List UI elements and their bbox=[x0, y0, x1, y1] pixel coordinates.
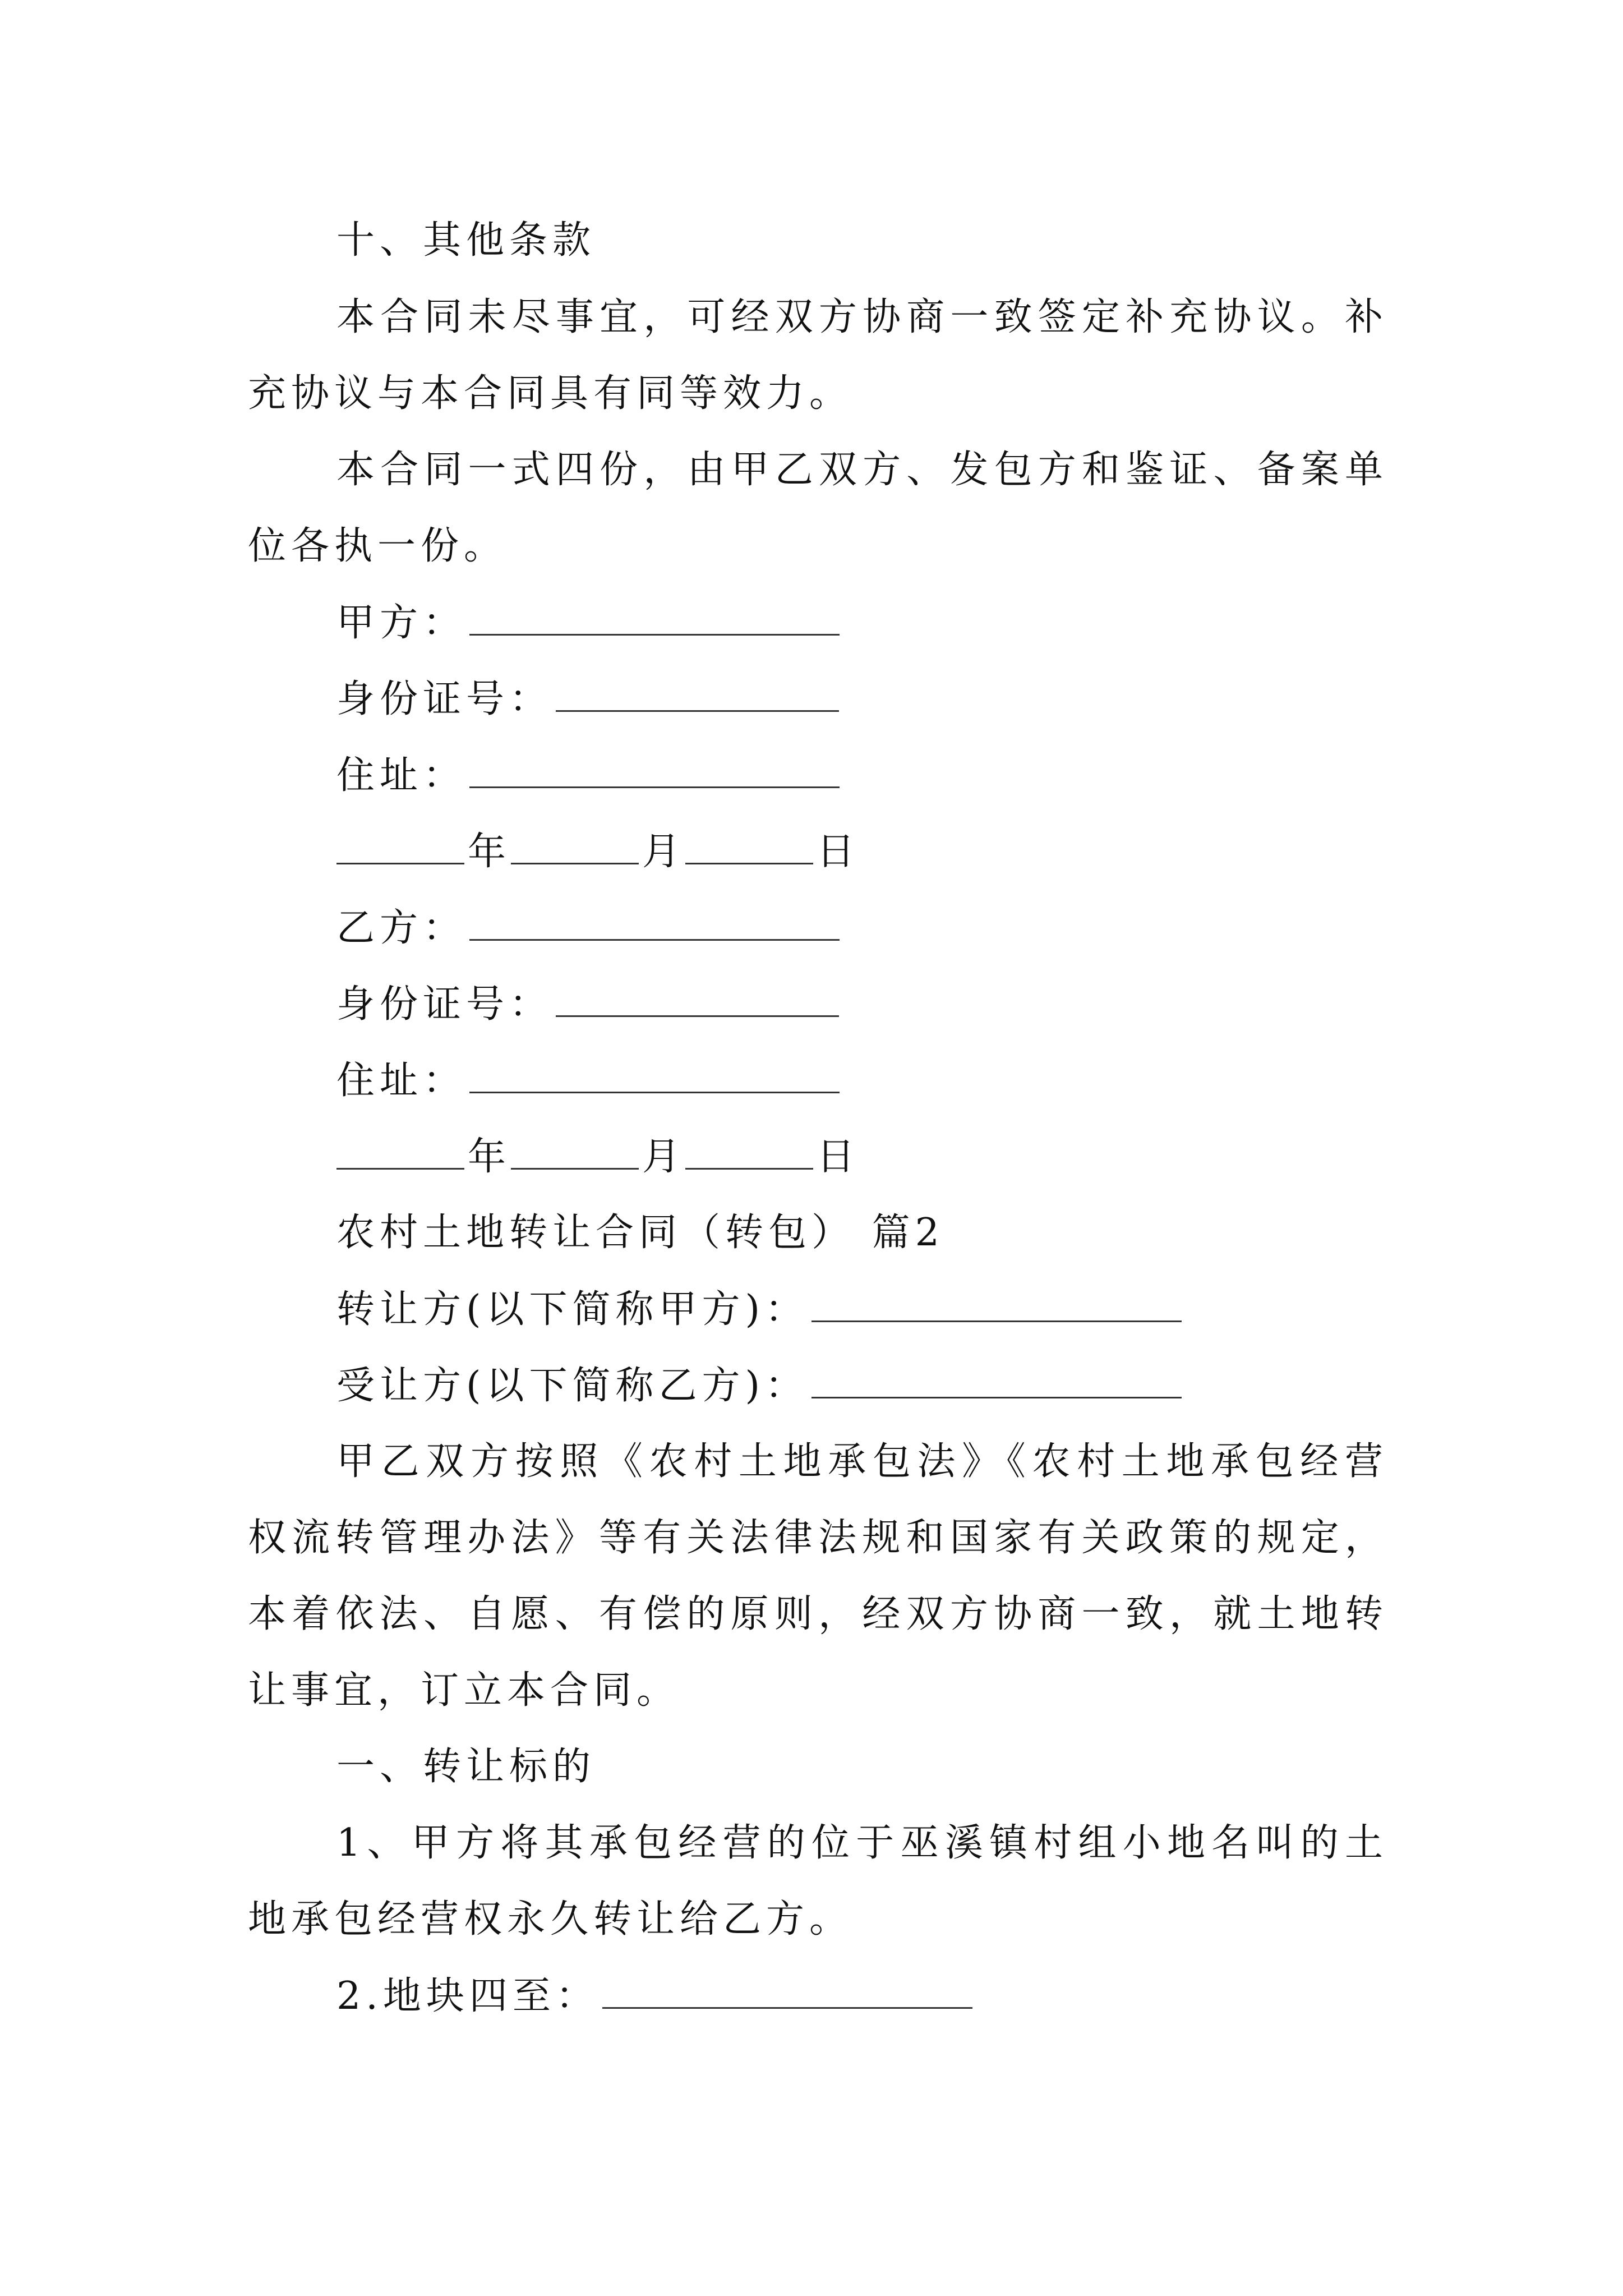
party-b-blank bbox=[469, 909, 840, 941]
section-heading-other-terms: 十、其他条款 bbox=[336, 218, 596, 263]
paragraph-line: 地承包经营权永久转让给乙方。 bbox=[248, 1897, 853, 1941]
year-blank bbox=[336, 832, 464, 864]
paragraph-line: 本合同未尽事宜，可经双方协商一致签定补充协议。补 bbox=[336, 295, 1383, 339]
transferee-field: 受让方(以下简称乙方)： bbox=[336, 1366, 1182, 1405]
party-b-id-blank bbox=[556, 985, 839, 1017]
party-b-date: 年 月 日 bbox=[336, 1138, 860, 1176]
party-a-field: 甲方： bbox=[336, 604, 840, 642]
paragraph-line: 位各执一份。 bbox=[248, 524, 508, 568]
party-b-address-field: 住址： bbox=[336, 1061, 840, 1100]
transferor-blank bbox=[811, 1290, 1182, 1322]
transferor-field: 转让方(以下简称甲方)： bbox=[336, 1290, 1182, 1329]
contract-title-2: 农村土地转让合同（转包） 篇2 bbox=[336, 1211, 944, 1255]
party-b-field: 乙方： bbox=[336, 909, 840, 947]
party-a-address-field: 住址： bbox=[336, 756, 840, 795]
day-blank bbox=[685, 832, 813, 864]
paragraph-line: 让事宜，订立本合同。 bbox=[248, 1668, 680, 1713]
paragraph-line: 本着依法、自愿、有偿的原则，经双方协商一致，就土地转 bbox=[248, 1592, 1383, 1636]
paragraph-line: 充协议与本合同具有同等效力。 bbox=[248, 371, 853, 416]
party-a-address-blank bbox=[469, 756, 840, 788]
paragraph-line: 本合同一式四份，由甲乙双方、发包方和鉴证、备案单 bbox=[336, 448, 1383, 492]
party-a-date: 年 月 日 bbox=[336, 832, 860, 871]
party-a-id-blank bbox=[556, 680, 839, 712]
day-blank bbox=[685, 1138, 813, 1170]
paragraph-line: 1、甲方将其承包经营的位于巫溪镇村组小地名叫的土 bbox=[336, 1821, 1383, 1865]
party-a-id-field: 身份证号： bbox=[336, 680, 839, 719]
party-a-blank bbox=[469, 604, 840, 636]
party-b-address-blank bbox=[469, 1061, 840, 1093]
paragraph-line: 权流转管理办法》等有关法律法规和国家有关政策的规定， bbox=[248, 1516, 1383, 1560]
month-blank bbox=[511, 832, 639, 864]
year-blank bbox=[336, 1138, 464, 1170]
plot-boundaries-blank bbox=[602, 1977, 972, 2009]
section-heading-transfer-subject: 一、转让标的 bbox=[336, 1745, 596, 1789]
party-b-id-field: 身份证号： bbox=[336, 985, 839, 1024]
plot-boundaries-field: 2.地块四至： bbox=[336, 1977, 972, 2016]
transferee-blank bbox=[811, 1366, 1182, 1398]
month-blank bbox=[511, 1138, 639, 1170]
paragraph-line: 甲乙双方按照《农村土地承包法》《农村土地承包经营 bbox=[336, 1439, 1383, 1484]
